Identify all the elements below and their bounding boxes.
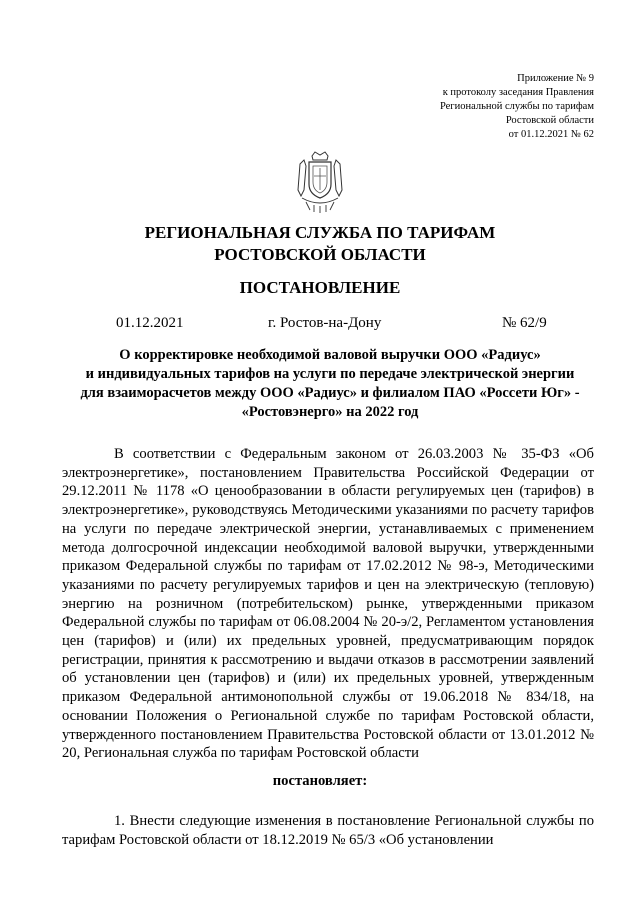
appendix-line: от 01.12.2021 № 62 <box>508 129 594 140</box>
appendix-line: Ростовской области <box>505 115 594 126</box>
document-subject <box>60 346 600 422</box>
appendix-line: Региональной службы по тарифам <box>439 101 594 112</box>
appendix-line: Приложение № 9 <box>517 73 594 84</box>
coat-of-arms-icon <box>292 150 348 214</box>
organization-title-line: РОСТОВСКОЙ ОБЛАСТИ <box>214 245 426 264</box>
organization-title <box>0 222 640 266</box>
subject-line: и индивидуальных тарифов на услуги по передаче электрической энергии <box>85 366 575 382</box>
item-1-paragraph: 1. Внести следующие изменения в постановление Региональной службы по тарифам Ростовской области от 18.12.2019 № 65/3 «Об установлении <box>62 813 594 848</box>
document-city: г. Ростов-на-Дону <box>268 315 382 331</box>
subject-line: для взаиморасчетов между ООО «Радиус» и филиалом ПАО «Россети Юг» - <box>80 385 580 401</box>
appendix-line: к протоколу заседания Правления <box>442 87 594 98</box>
preamble-paragraph: В соответствии с Федеральным законом от 26.03.2003 № 35-ФЗ «Об электроэнергетике», постановлением Правительства Российской Федерации от 29.12.2011 № 1178 «О ценообразовании в области регулируемых цен (тарифов) в электроэнергетике», руководствуясь Методическими указаниями по расчету тарифов на услуги по передаче электрической энергии, устанавливаемых с применением метода долгосрочной индексации необходимой валовой выручки, утвержденными приказом Федеральной службы по тарифам от 17.02.2012 № 98-э, Методическими указаниями по расчету регулируемых тарифов и цен на электрическую (тепловую) энергию на розничном (потребительском) рынке, утвержденными приказом Федеральной службы по тарифам от 06.08.2004 № 20-э/2, Регламентом установления цен (тарифов) и (или) их предельных уровней, предусматривающим порядок регистрации, принятия к рассмотрению и выдачи отказов в рассмотрении заявлений об установлении цен (тарифов) и (или) их предельных уровней, утвержденным приказом Федеральной антимонопольной службы от 19.06.2018 № 834/18, на основании Положения о Региональной службе по тарифам Ростовской области, утвержденного постановлением Правительства Ростовской области от 13.01.2012 № 20, Региональная служба по тарифам Ростовской области <box>62 446 594 762</box>
document-date: 01.12.2021 <box>116 315 184 331</box>
organization-title-line: РЕГИОНАЛЬНАЯ СЛУЖБА ПО ТАРИФАМ <box>144 223 496 242</box>
subject-line: «Ростовэнерго» на 2022 год <box>241 404 419 420</box>
resolves-heading: постановляет: <box>272 773 368 789</box>
appendix-block <box>440 72 594 142</box>
document-number: № 62/9 <box>502 315 547 331</box>
subject-line: О корректировке необходимой валовой выручки ООО «Радиус» <box>119 347 541 363</box>
document-type: ПОСТАНОВЛЕНИЕ <box>239 278 401 297</box>
